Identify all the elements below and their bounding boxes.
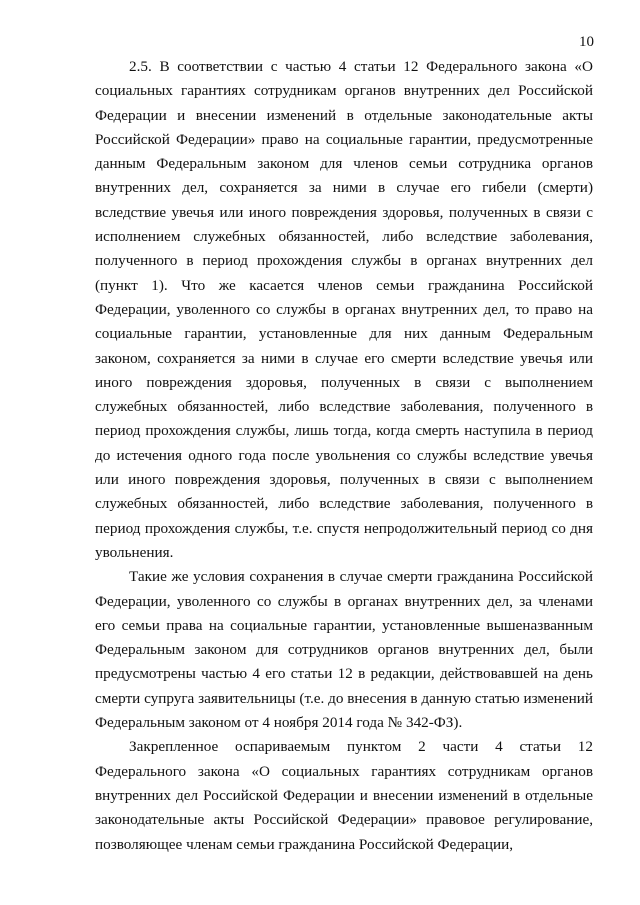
document-body <box>95 55 593 857</box>
paragraph: 2.5. В соответствии с частью 4 статьи 12 Федерального закона «О социальных гарантиях сотрудникам органов внутренних дел Российской Федерации и внесении изменений в отдельные законодательные акты Российской Федерации» право на социальные гарантии, предусмотренные данным Федеральным законом для членов семьи сотрудника органов внутренних дел, сохраняется за ними в случае его гибели (смерти) вследствие увечья или иного повреждения здоровья, полученных в связи с исполнением служебных обязанностей, либо вследствие заболевания, полученного в период прохождения службы в органах внутренних дел (пункт 1). Что же касается членов семьи гражданина Российской Федерации, уволенного со службы в органах внутренних дел, то право на социальные гарантии, установленные для них данным Федеральным законом, сохраняется за ними в случае его смерти вследствие увечья или иного повреждения здоровья, полученных в связи с выполнением служебных обязанностей, либо вследствие заболевания, полученного в период прохождения службы, лишь тогда, когда смерть наступила в период до истечения одного года после увольнения со службы вследствие увечья или иного повреждения здоровья, полученных в связи с выполнением служебных обязанностей, либо вследствие заболевания, полученного в период прохождения службы, т.е. спустя непродолжительный период со дня увольнения. <box>95 58 593 561</box>
paragraph: Закрепленное оспариваемым пунктом 2 части 4 статьи 12 Федерального закона «О социальных гарантиях сотрудникам органов внутренних дел Российской Федерации и внесении изменений в отдельные законодательные акты Российской Федерации» правовое регулирование, позволяющее членам семьи гражданина Российской Федерации, <box>95 738 593 853</box>
page-number: 10 <box>579 34 594 50</box>
paragraph: Такие же условия сохранения в случае смерти гражданина Российской Федерации, уволенного со службы в органах внутренних дел, за членами его семьи права на социальные гарантии, установленные вышеназванным Федеральным законом для сотрудников органов внутренних дел, были предусмотрены частью 4 его статьи 12 в редакции, действовавшей на день смерти супруга заявительницы (т.е. до внесения в данную статью изменений Федеральным законом от 4 ноября 2014 года № 342-ФЗ). <box>95 568 593 732</box>
